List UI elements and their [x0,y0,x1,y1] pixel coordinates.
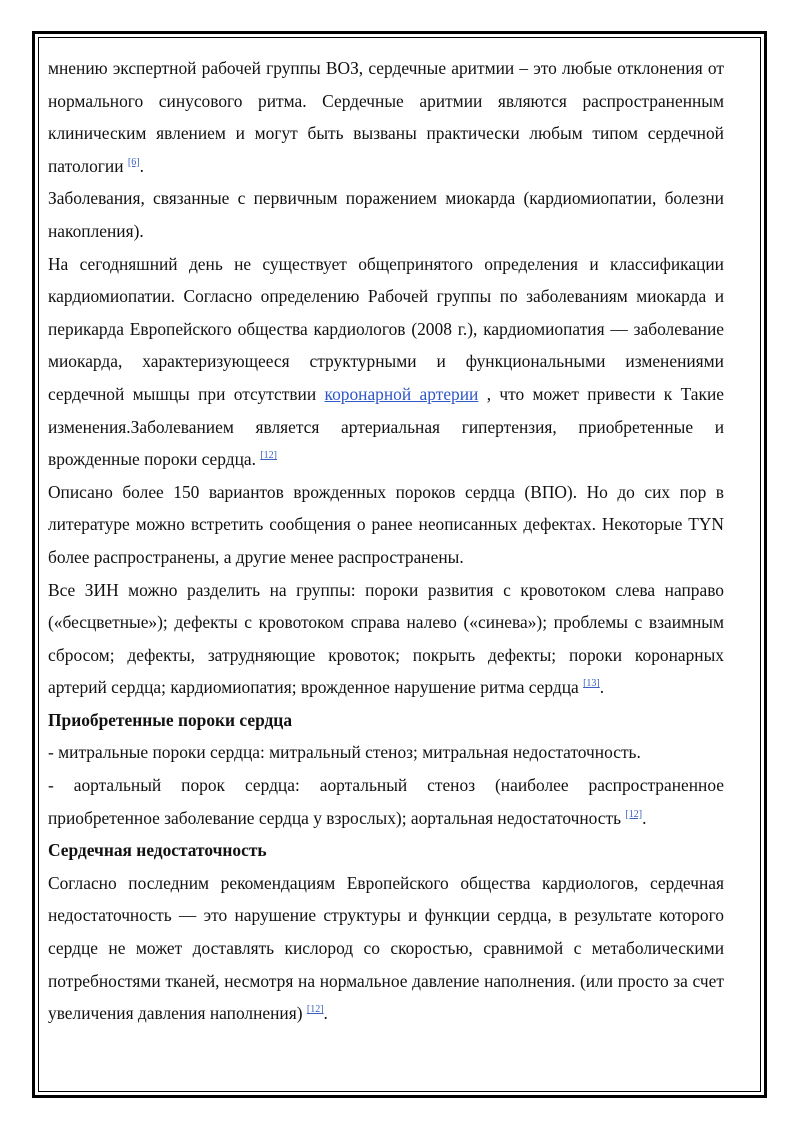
paragraph-text: Все ЗИН можно разделить на группы: пороки развития с кровотоком слева направо («бесцветные»); дефекты с кровотоком справа налево («синева»); проблемы с взаимным сбросом; дефекты, затрудняющие кровоток; покрыть дефекты; пороки коронарных артерий сердца; кардиомиопатия; врожденное нарушение ритма сердца [48,579,724,698]
paragraph-heart-failure [48,867,724,1030]
paragraph-aortic-defects [48,769,724,834]
paragraph-end: . [642,807,647,828]
heading-acquired-defects: Приобретенные пороки сердца [48,709,293,730]
paragraph-text: , что может привести к Такие изменения.Заболеванием является артериальная гипертензия, приобретенные и врожденные пороки сердца. [48,383,724,470]
paragraph-end: . [323,1003,328,1024]
paragraph-text: - аортальный порок сердца: аортальный стеноз (наиболее распространенное приобретенное заболевание сердца у взрослых); аортальная недостаточность [48,775,724,828]
citation-link[interactable]: [13] [583,678,600,690]
paragraph-cardiomyopathy [48,248,724,476]
paragraph-text: На сегодняшний день не существует общепринятого определения и классификации кардиомиопатии. Согласно определению Рабочей группы по заболеваниям миокарда и перикарда Европейского общества кардиологов (2008 г.), кардиомиопатия — заболевание миокарда, характеризующееся структурными и функциональными изменениями сердечной мышцы при отсутствии [48,253,724,404]
citation-link[interactable]: [12] [306,1004,324,1016]
paragraph-congenital-defects: Описано более 150 вариантов врожденных пороков сердца (ВПО). Но до сих пор в литературе можно встретить сообщения о ранее неописанных дефектах. Некоторые TYN более распространены, а другие менее распространены. [48,481,724,567]
paragraph-end: . [599,677,605,698]
paragraph-defect-groups [48,574,724,704]
paragraph-arrhythmia [48,52,724,182]
paragraph-text: Согласно последним рекомендациям Европейского общества кардиологов, сердечная недостаточность — это нарушение структуры и функции сердца, в результате которого сердце не может доставлять кислород со скоростью, сравнимой с метаболическими потребностями тканей, несмотря на нормальное давление наполнения. (или просто за счет увеличения давления наполнения) [48,872,724,1024]
document-body [48,52,724,1030]
paragraph-mitral-defects: - митральные пороки сердца: митральный стеноз; митральная недостаточность. [48,742,641,763]
heading-heart-failure: Сердечная недостаточность [48,840,267,861]
coronary-artery-link[interactable]: коронарной артерии [324,383,479,404]
citation-link[interactable]: [6] [127,156,140,168]
citation-link[interactable]: [12] [260,450,277,462]
paragraph-end: . [139,155,144,176]
paragraph-myocardium-diseases: Заболевания, связанные с первичным поражением миокарда (кардиомиопатии, болезни накопления). [48,188,724,241]
paragraph-text: мнению экспертной рабочей группы ВОЗ, сердечные аритмии – это любые отклонения от нормального синусового ритма. Сердечные аритмии являются распространенным клиническим явлением и могут быть вызваны практически любым типом сердечной патологии [48,58,724,176]
citation-link[interactable]: [12] [625,808,643,820]
